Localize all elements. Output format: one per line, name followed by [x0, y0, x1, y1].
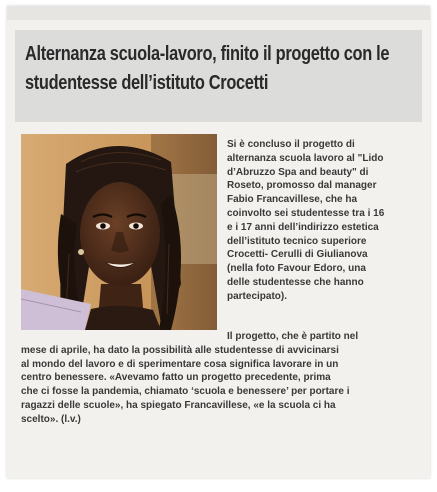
article-headline: Alternanza scuola-lavoro, finito il progetto con le studentesse dell’istituto Crocetti [25, 43, 390, 94]
column-line: alternanza scuola lavoro al "Lido [227, 152, 384, 164]
body-line: al mondo del lavoro e di sperimentare cosa significa lavorare in un [21, 358, 339, 370]
article-body-text [21, 330, 423, 427]
page-top-strip [7, 6, 430, 20]
column-line: Fabio Francavillese, che ha [227, 194, 358, 206]
column-line: e i 17 anni dell’indirizzo estetica [227, 221, 379, 233]
column-line: Crocetti- Cerulli di Giulianova [227, 249, 368, 261]
column-line: Si è concluso il progetto di [227, 139, 355, 150]
column-line: Roseto, promosso dal manager [227, 180, 377, 192]
headline-box [15, 30, 422, 122]
article-column-text [227, 138, 423, 304]
column-line: delle studentesse che hanno [227, 276, 364, 288]
body-line: Il progetto, che è partito nel [227, 331, 359, 342]
newspaper-clipping [7, 6, 430, 478]
article-photo [21, 134, 217, 330]
body-line: ragazzi delle scuole», ha spiegato Francavillese, «e la scuola ci ha [21, 399, 336, 411]
column-line: partecipato). [227, 290, 288, 302]
body-line: mese di aprile, ha dato la possibilità alle studentesse di avvicinarsi [21, 344, 339, 356]
column-line: dell’istituto tecnico superiore [227, 235, 367, 247]
column-line: (nella foto Favour Edoro, una [227, 263, 366, 275]
column-line: coinvolto sei studentesse tra i 16 [227, 207, 385, 219]
body-line: scelto». (l.v.) [21, 413, 81, 425]
body-line: che ci fosse la pandemia, chiamato ‘scuola e benessere’ per portare i [21, 386, 350, 398]
body-line: centro benessere. «Avevamo fatto un progetto precedente, prima [21, 372, 331, 384]
column-line: d’Abruzzo Spa and beauty" di [227, 166, 369, 178]
portrait-image [21, 134, 217, 330]
